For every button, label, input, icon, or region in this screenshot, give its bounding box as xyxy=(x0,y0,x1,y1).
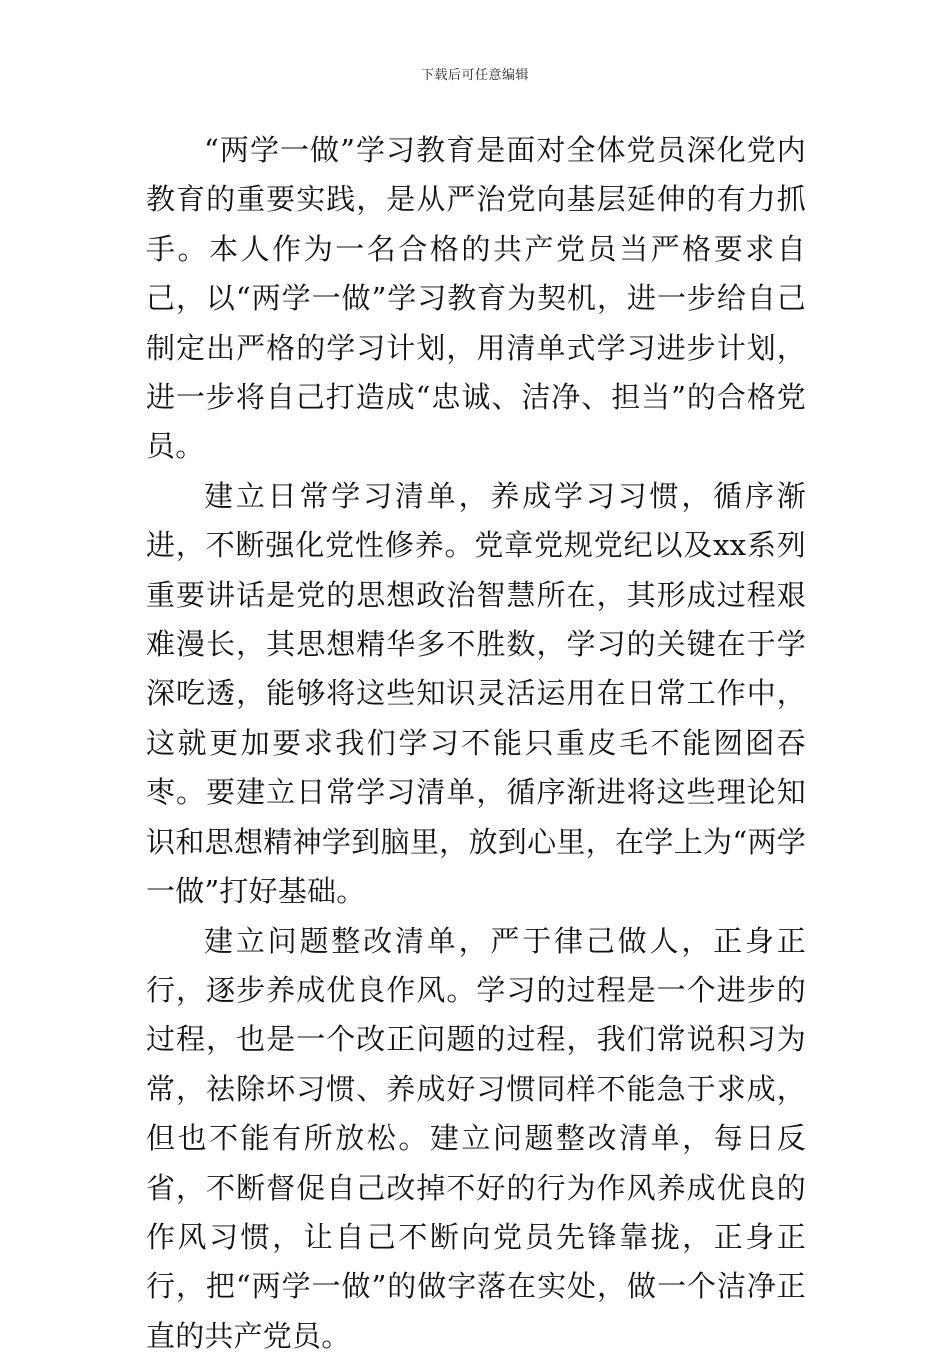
paragraph-study-list: 建立日常学习清单，养成学习习惯，循序渐进，不断强化党性修养。党章党规党纪以及xx系列重要讲话是党的思想政治智慧所在，其形成过程艰难漫长，其思想精华多不胜数，学习的关键在于学深吃透，能够将这些知识灵活运用在日常工作中，这就更加要求我们学习不能只重皮毛不能囫囵吞枣。要建立日常学习清单，循序渐进将这些理论知识和思想精神学到脑里，放到心里，在学上为“两学一做”打好基础。 xyxy=(146,472,806,917)
paragraph-rectification-list: 建立问题整改清单，严于律己做人，正身正行，逐步养成优良作风。学习的过程是一个进步的过程，也是一个改正问题的过程，我们常说积习为常，祛除坏习惯、养成好习惯同样不能急于求成，但也不能有所放松。建立问题整改清单，每日反省，不断督促自己改掉不好的行为作风养成优良的作风习惯，让自己不断向党员先锋靠拢，正身正行，把“两学一做”的做字落在实处，做一个洁净正直的共产党员。 xyxy=(146,917,806,1361)
header-note: 下载后可任意编辑 xyxy=(0,64,950,83)
paragraph-intro: “两学一做”学习教育是面对全体党员深化党内教育的重要实践，是从严治党向基层延伸的有力抓手。本人作为一名合格的共产党员当严格要求自己，以“两学一做”学习教育为契机，进一步给自己制定出严格的学习计划，用清单式学习进步计划，进一步将自己打造成“忠诚、洁净、担当”的合格党员。 xyxy=(146,126,806,472)
document-body xyxy=(146,126,806,1361)
